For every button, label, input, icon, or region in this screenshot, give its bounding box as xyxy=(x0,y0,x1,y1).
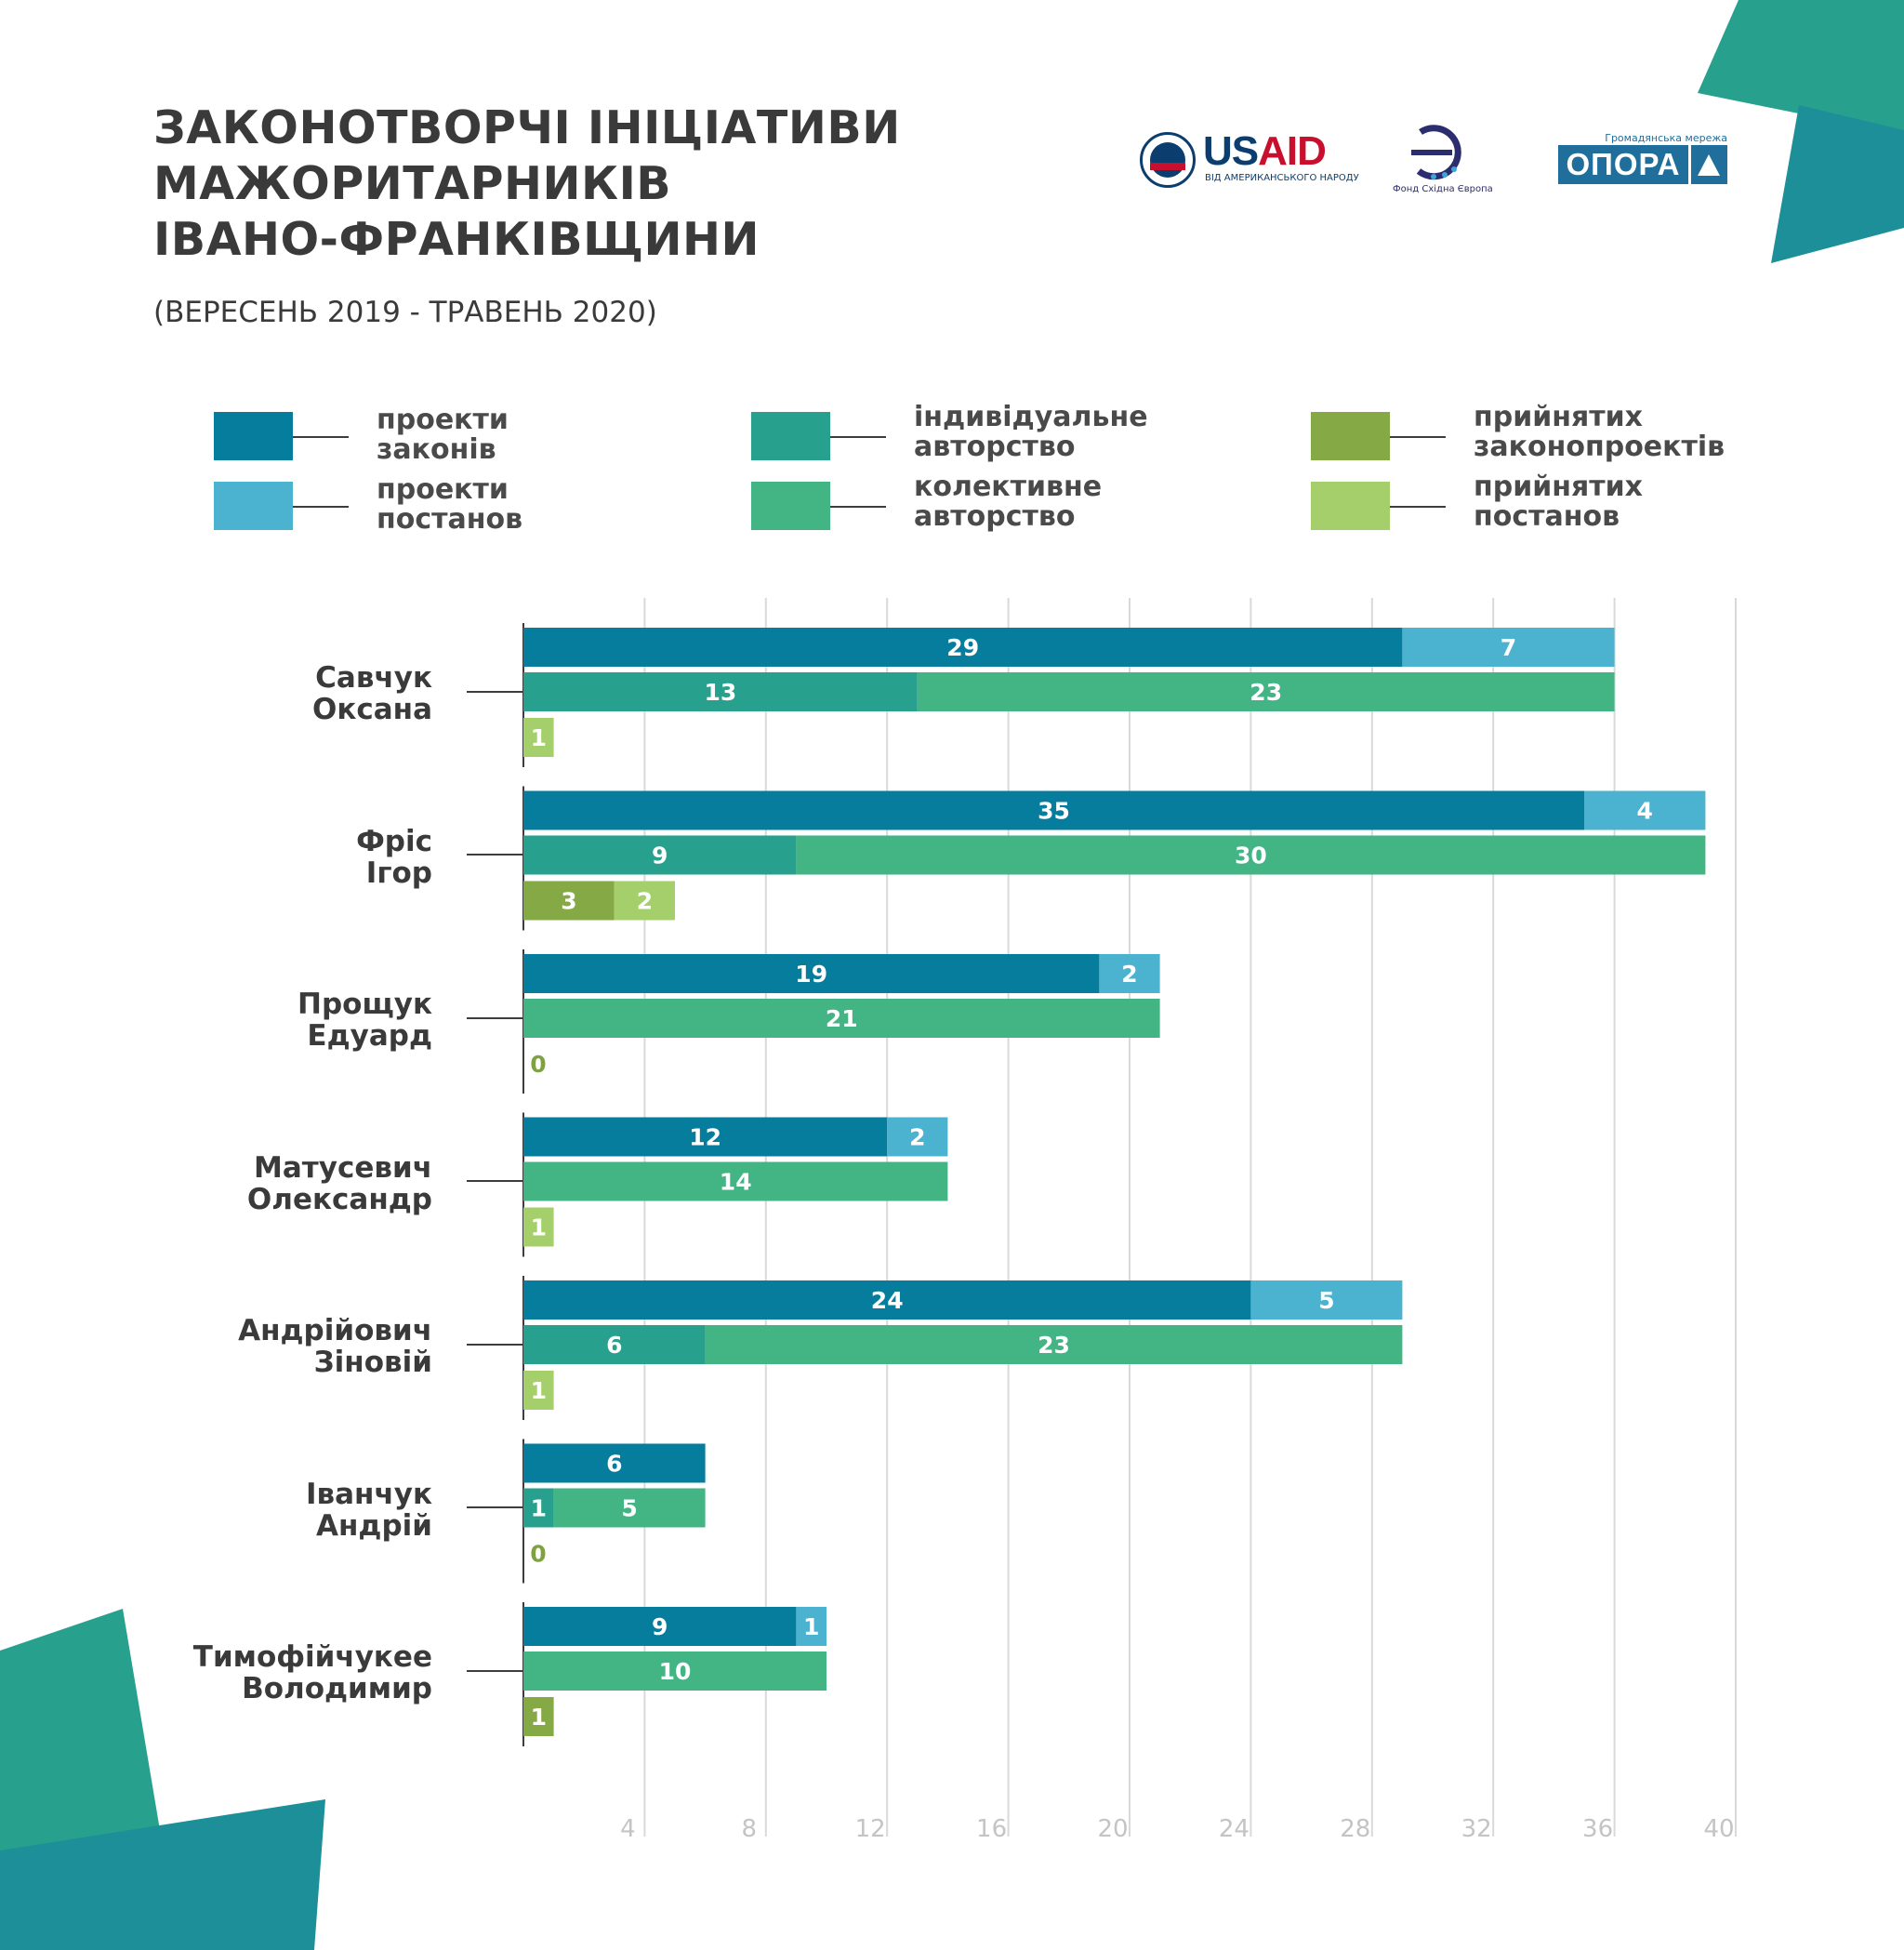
title-line-1: ЗАКОНОТВОРЧІ ІНІЦІАТИВИ xyxy=(153,101,901,154)
bar-label-0-adopted_resolutions: 1 xyxy=(530,724,548,751)
x-tick-label-28: 28 xyxy=(1340,1815,1371,1843)
x-tick-label-40: 40 xyxy=(1703,1815,1735,1843)
opora-wordmark: ОПОРА xyxy=(1558,145,1688,184)
bar-label-0-collective: 23 xyxy=(1250,679,1283,706)
bar-label-4-resolutions: 5 xyxy=(1318,1287,1335,1314)
fond-name: Фонд Східна Європа xyxy=(1393,184,1493,194)
bar-label-5-adopted-zero: 0 xyxy=(530,1540,547,1568)
legend-label-individual-2: авторство xyxy=(914,431,1076,463)
usaid-wordmark: USAID xyxy=(1203,128,1326,174)
category-label-4: Андрійович Зіновій xyxy=(238,1314,432,1379)
category-label-6: Тимофійчукее Володимир xyxy=(192,1640,432,1705)
x-tick-label-24: 24 xyxy=(1218,1815,1250,1843)
bar-label-6-resolutions: 1 xyxy=(802,1613,820,1640)
legend-label-adopted-bills-1: прийнятих xyxy=(1474,401,1643,433)
x-tick-label-32: 32 xyxy=(1461,1815,1492,1843)
bar-label-1-bills: 35 xyxy=(1038,797,1070,825)
legend-label-resolutions-2: постанов xyxy=(377,503,523,536)
category-label-3: Матусевич Олександр xyxy=(246,1151,432,1216)
bar-label-2-adopted-zero: 0 xyxy=(530,1051,547,1078)
bar-label-2-collective: 21 xyxy=(825,1005,858,1032)
category-label-0: Савчук Оксана xyxy=(311,661,432,726)
bar-label-6-adopted_bills: 1 xyxy=(530,1704,548,1731)
x-tick-label-8: 8 xyxy=(741,1815,758,1843)
bar-label-4-bills: 24 xyxy=(870,1287,904,1314)
legend-label-collective-1: колективне xyxy=(914,471,1103,503)
legend-label-adopted-resolutions-2: постанов xyxy=(1474,500,1620,533)
legend-label-bills-1: проекти xyxy=(377,404,509,436)
bar-label-5-collective: 5 xyxy=(621,1494,638,1522)
bar-label-4-adopted_resolutions: 1 xyxy=(530,1377,548,1404)
bar-label-4-individual: 6 xyxy=(606,1332,623,1359)
bar-label-5-individual: 1 xyxy=(530,1494,548,1522)
legend-label-individual-1: індивідуальне xyxy=(914,401,1148,433)
bar-label-1-resolutions: 4 xyxy=(1636,797,1653,825)
title-line-2: МАЖОРИТАРНИКІВ xyxy=(153,157,672,210)
bar-label-6-bills: 9 xyxy=(651,1613,668,1640)
category-label-2: Прощук Едуард xyxy=(298,988,432,1053)
legend-label-collective-2: авторство xyxy=(914,500,1076,533)
bar-label-1-adopted_bills: 3 xyxy=(561,887,577,915)
x-tick-label-16: 16 xyxy=(976,1815,1008,1843)
bar-label-2-resolutions: 2 xyxy=(1121,961,1138,988)
bar-label-1-individual: 9 xyxy=(651,842,668,869)
bar-label-1-adopted_resolutions: 2 xyxy=(636,887,654,915)
usaid-tagline: ВІД АМЕРИКАНСЬКОГО НАРОДУ xyxy=(1205,173,1359,183)
x-tick-label-20: 20 xyxy=(1097,1815,1129,1843)
bar-label-5-bills: 6 xyxy=(606,1450,623,1478)
subtitle: (ВЕРЕСЕНЬ 2019 - ТРАВЕНЬ 2020) xyxy=(153,296,657,329)
x-tick-label-4: 4 xyxy=(620,1815,636,1843)
title-line-3: ІВАНО-ФРАНКІВЩИНИ xyxy=(153,213,760,266)
bar-label-6-collective: 10 xyxy=(658,1658,692,1685)
bar-label-2-bills: 19 xyxy=(795,961,828,988)
opora-tagline: Громадянська мережа xyxy=(1605,132,1727,144)
bar-label-3-adopted_resolutions: 1 xyxy=(530,1214,548,1241)
bar-label-3-bills: 12 xyxy=(689,1123,721,1151)
x-tick-label-12: 12 xyxy=(854,1815,886,1843)
legend-label-adopted-bills-2: законопроектів xyxy=(1474,431,1726,463)
category-label-5: Іванчук Андрій xyxy=(305,1478,432,1543)
bar-label-3-resolutions: 2 xyxy=(909,1123,926,1151)
x-tick-label-36: 36 xyxy=(1582,1815,1614,1843)
bar-label-0-resolutions: 7 xyxy=(1500,634,1517,661)
category-label-1: Фріс Ігор xyxy=(356,825,432,890)
bar-label-0-bills: 29 xyxy=(946,634,980,661)
legend-label-resolutions-1: проекти xyxy=(377,473,509,506)
bar-label-1-collective: 30 xyxy=(1235,842,1267,869)
legend-label-bills-2: законів xyxy=(377,433,496,466)
legend-label-adopted-resolutions-1: прийнятих xyxy=(1474,471,1643,503)
bar-label-3-collective: 14 xyxy=(719,1168,752,1196)
bar-label-4-collective: 23 xyxy=(1038,1332,1070,1359)
bar-label-0-individual: 13 xyxy=(704,679,737,706)
